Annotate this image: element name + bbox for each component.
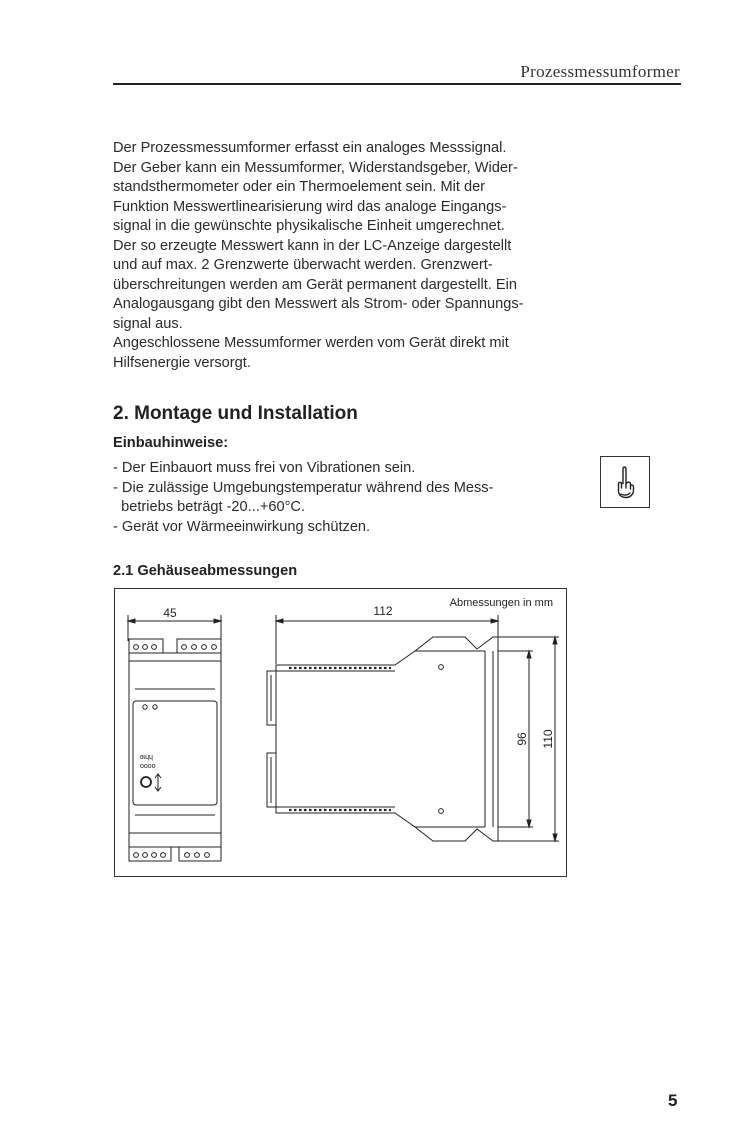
running-header-title: Prozessmessumformer bbox=[520, 62, 680, 81]
installation-notes-heading: Einbauhinweise: bbox=[113, 435, 229, 451]
list-item: betriebs beträgt -20...+60°C. bbox=[113, 499, 306, 515]
inner-height-label: 96 bbox=[515, 732, 529, 746]
svg-text:ɞɩɥɥ: ɞɩɥɥ bbox=[140, 754, 153, 761]
intro-line: überschreitungen werden am Gerät permanent dargestellt. Ein bbox=[113, 276, 517, 293]
units-label: Abmessungen in mm bbox=[449, 597, 553, 609]
attention-note-box bbox=[600, 456, 650, 508]
section-heading: 2. Montage und Installation bbox=[113, 403, 358, 424]
front-view bbox=[128, 615, 221, 861]
intro-line: signal in die gewünschte physikalische Einheit umgerechnet. bbox=[113, 218, 505, 234]
header-rule bbox=[113, 83, 681, 85]
housing-dimensions-drawing bbox=[115, 589, 568, 878]
intro-line: Der so erzeugte Messwert kann in der LC-Anzeige dargestellt bbox=[113, 237, 512, 254]
side-view bbox=[267, 615, 559, 841]
front-width-label: 45 bbox=[163, 606, 177, 620]
intro-line: Hilfsenergie versorgt. bbox=[113, 354, 251, 371]
list-item: - Der Einbauort muss frei von Vibrationen sein. bbox=[113, 460, 416, 476]
subsection-heading: 2.1 Gehäuseabmessungen bbox=[113, 563, 298, 579]
intro-line: standsthermometer oder ein Thermoelement sein. Mit der bbox=[113, 179, 486, 195]
list-item: - Die zulässige Umgebungstemperatur während des Mess- bbox=[113, 479, 494, 496]
intro-line: Angeschlossene Messumformer werden vom Gerät direkt mit bbox=[113, 335, 509, 351]
intro-line: Der Geber kann ein Messumformer, Widerstandsgeber, Wider- bbox=[113, 159, 518, 176]
side-width-label: 112 bbox=[373, 604, 393, 618]
intro-paragraph bbox=[113, 139, 583, 373]
installation-notes-list bbox=[113, 459, 493, 537]
intro-line: signal aus. bbox=[113, 315, 183, 332]
housing-dimensions-figure bbox=[114, 588, 567, 877]
intro-line: und auf max. 2 Grenzwerte überwacht werden. Grenzwert- bbox=[113, 257, 493, 273]
outer-height-label: 110 bbox=[541, 729, 555, 749]
page-number: 5 bbox=[668, 1091, 678, 1110]
intro-line: Der Prozessmessumformer erfasst ein analoges Messsignal. bbox=[113, 140, 507, 156]
list-item: - Gerät vor Wärmeeinwirkung schützen. bbox=[113, 518, 371, 535]
pointing-finger-icon bbox=[601, 457, 648, 506]
intro-line: Analogausgang gibt den Messwert als Strom- oder Spannungs- bbox=[113, 296, 524, 312]
intro-line: Funktion Messwertlinearisierung wird das analoge Eingangs- bbox=[113, 198, 507, 215]
svg-text:oooo: oooo bbox=[140, 763, 156, 770]
